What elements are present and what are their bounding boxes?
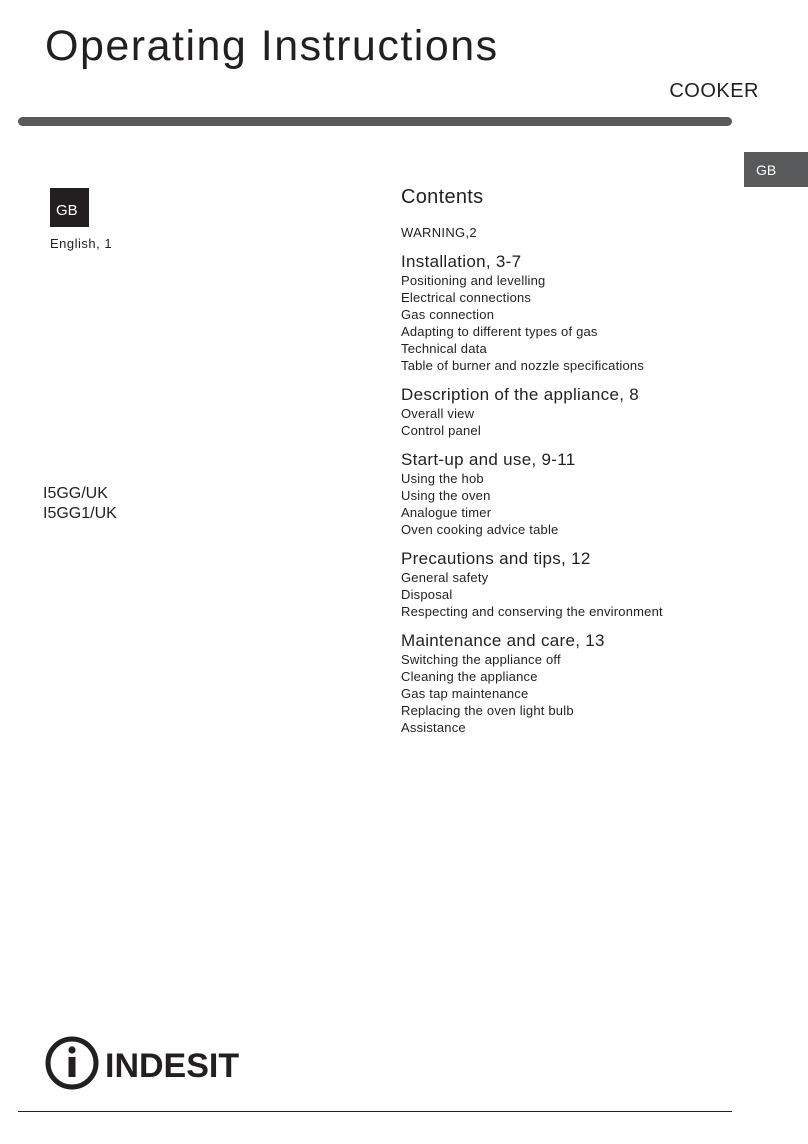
page-title: Operating Instructions: [45, 22, 499, 70]
model-name: I5GG1/UK: [43, 505, 117, 522]
toc-item[interactable]: Analogue timer: [401, 505, 492, 520]
contents-heading: Contents: [401, 186, 484, 208]
table-of-contents: [401, 186, 761, 747]
toc-section-maintenance: [401, 631, 761, 736]
indesit-logo-icon: [45, 1035, 250, 1091]
language-badge[interactable]: GB: [50, 188, 89, 227]
toc-item[interactable]: Disposal: [401, 587, 453, 602]
side-language-tab[interactable]: GB: [744, 152, 808, 187]
toc-item[interactable]: Cleaning the appliance: [401, 669, 538, 684]
header-divider: [18, 117, 732, 126]
toc-section-startup: [401, 450, 761, 538]
toc-item[interactable]: Overall view: [401, 406, 475, 421]
model-name: I5GG/UK: [43, 485, 108, 502]
toc-item[interactable]: Oven cooking advice table: [401, 522, 559, 537]
toc-item[interactable]: General safety: [401, 570, 489, 585]
toc-item[interactable]: Switching the appliance off: [401, 652, 561, 667]
footer-divider: [18, 1111, 732, 1112]
language-label[interactable]: English, 1: [50, 236, 113, 251]
toc-section-installation: [401, 252, 761, 374]
toc-section-precautions: [401, 549, 761, 620]
toc-item[interactable]: Assistance: [401, 720, 466, 735]
toc-item[interactable]: Gas tap maintenance: [401, 686, 529, 701]
toc-section-description: [401, 385, 761, 439]
product-type: COOKER: [669, 80, 759, 102]
toc-item[interactable]: Using the hob: [401, 471, 484, 486]
model-list: [43, 484, 117, 524]
toc-item[interactable]: Adapting to different types of gas: [401, 324, 598, 339]
toc-item[interactable]: Using the oven: [401, 488, 491, 503]
toc-item[interactable]: Technical data: [401, 341, 487, 356]
toc-item[interactable]: Respecting and conserving the environment: [401, 604, 663, 619]
toc-item[interactable]: Control panel: [401, 423, 481, 438]
toc-section-heading[interactable]: Start-up and use, 9-11: [401, 450, 576, 469]
toc-item[interactable]: Table of burner and nozzle specifications: [401, 358, 645, 373]
toc-section-heading[interactable]: Description of the appliance, 8: [401, 385, 639, 404]
toc-item[interactable]: Positioning and levelling: [401, 273, 546, 288]
toc-warning-link[interactable]: WARNING,2: [401, 225, 477, 240]
toc-section-heading[interactable]: Precautions and tips, 12: [401, 549, 591, 568]
toc-item[interactable]: Gas connection: [401, 307, 495, 322]
toc-section-heading[interactable]: Installation, 3-7: [401, 252, 522, 271]
toc-item[interactable]: Electrical connections: [401, 290, 532, 305]
brand-logo: [45, 1035, 250, 1091]
toc-section-heading[interactable]: Maintenance and care, 13: [401, 631, 605, 650]
brand-wordmark: INDESIT: [105, 1047, 240, 1085]
toc-item[interactable]: Replacing the oven light bulb: [401, 703, 574, 718]
